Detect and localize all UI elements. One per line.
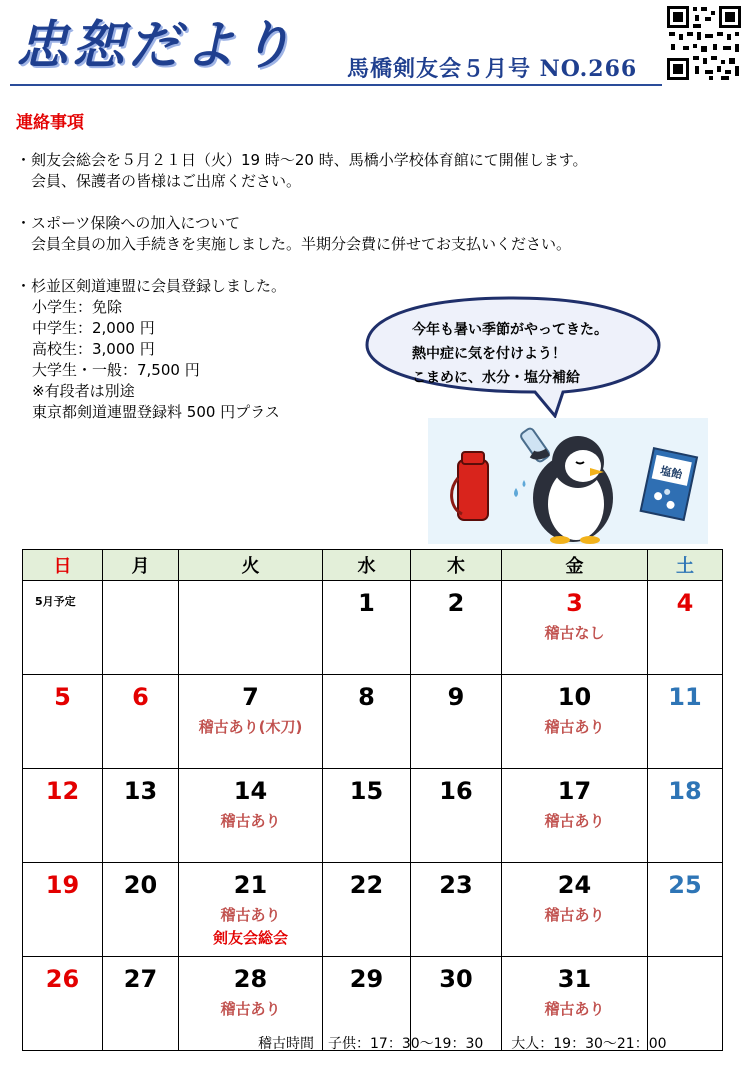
newsletter-title: 忠恕だより xyxy=(16,15,297,76)
calendar-day-cell xyxy=(23,957,103,1051)
day-number: 29 xyxy=(349,965,384,993)
day-number: 25 xyxy=(668,871,702,899)
calendar-day-cell xyxy=(648,863,723,957)
newsletter-header xyxy=(0,0,751,95)
weekday-friday: 金 xyxy=(502,550,648,581)
day-number: 5 xyxy=(54,683,71,711)
calendar-day-cell xyxy=(502,581,648,675)
weekday-tuesday: 火 xyxy=(179,550,323,581)
calendar-day-cell xyxy=(103,769,179,863)
day-number: 8 xyxy=(358,683,375,711)
calendar-day-cell xyxy=(411,769,502,863)
calendar-body xyxy=(23,581,723,1051)
day-number: 16 xyxy=(439,777,473,805)
fee-item: 大学生・一般：7,500 円 xyxy=(32,361,200,379)
day-number: 4 xyxy=(676,589,694,617)
calendar-day-cell xyxy=(411,581,502,675)
calendar-day-cell xyxy=(179,675,323,769)
day-number: 7 xyxy=(242,683,259,711)
day-number: 3 xyxy=(566,589,583,617)
practice-note: 稽古あり xyxy=(220,812,281,830)
day-number: 2 xyxy=(447,589,465,617)
day-number: 30 xyxy=(439,965,473,993)
practice-note: 稽古あり xyxy=(544,812,605,830)
section-title: 連絡事項 xyxy=(16,113,84,133)
practice-note: 稽古あり xyxy=(220,1000,281,1018)
day-number: 28 xyxy=(233,965,268,993)
weekday-thursday: 木 xyxy=(411,550,502,581)
calendar-day-cell xyxy=(103,675,179,769)
fee-item: ※有段者は別途 xyxy=(32,382,135,400)
day-number: 9 xyxy=(447,683,465,711)
month-plan-label: 5月予定 xyxy=(35,595,76,608)
day-number: 12 xyxy=(45,777,80,805)
calendar-week-row xyxy=(23,863,723,957)
practice-note: 稽古なし xyxy=(544,624,605,642)
calendar-day-cell xyxy=(648,581,723,675)
calendar-week-row xyxy=(23,675,723,769)
calendar-day-cell xyxy=(323,675,411,769)
notice-line: ・スポーツ保険への加入について xyxy=(16,214,241,232)
calendar-day-cell xyxy=(323,581,411,675)
day-number: 13 xyxy=(123,777,158,805)
fee-item: 高校生：3,000 円 xyxy=(32,340,155,358)
calendar-day-cell xyxy=(23,675,103,769)
day-number: 26 xyxy=(45,965,80,993)
calendar-day-cell xyxy=(502,675,648,769)
weekday-monday: 月 xyxy=(103,550,179,581)
bubble-line: 熱中症に気を付けよう！ xyxy=(412,346,566,362)
notice-sports-insurance xyxy=(16,213,716,255)
calendar-day-cell xyxy=(23,769,103,863)
calendar-day-cell xyxy=(411,675,502,769)
day-number: 27 xyxy=(123,965,158,993)
bubble-line: こまめに、水分・塩分補給 xyxy=(412,370,580,386)
weekday-saturday: 土 xyxy=(648,550,723,581)
day-number: 10 xyxy=(557,683,592,711)
day-number: 31 xyxy=(557,965,592,993)
day-number: 14 xyxy=(233,777,268,805)
weekday-sunday: 日 xyxy=(23,550,103,581)
fee-item: 東京都剣道連盟登録料 500 円プラス xyxy=(32,403,280,421)
day-number: 22 xyxy=(349,871,384,899)
calendar-day-cell xyxy=(103,581,179,675)
notice-line: 会員全員の加入手続きを実施しました。半期分会費に併せてお支払いください。 xyxy=(16,235,572,253)
calendar-week-row xyxy=(23,769,723,863)
calendar-day-cell xyxy=(179,581,323,675)
day-number: 23 xyxy=(439,871,473,899)
registration-lead: ・杉並区剣道連盟に会員登録しました。 xyxy=(16,277,287,295)
calendar-day-cell xyxy=(23,863,103,957)
calendar-day-cell xyxy=(648,769,723,863)
calendar-day-cell xyxy=(179,769,323,863)
day-number: 24 xyxy=(557,871,592,899)
calendar-header-row xyxy=(23,550,723,581)
day-number: 21 xyxy=(233,871,268,899)
may-calendar xyxy=(22,549,723,1051)
calendar-day-cell xyxy=(103,863,179,957)
day-number: 6 xyxy=(132,683,149,711)
weekday-wednesday: 水 xyxy=(323,550,411,581)
issue-label: 馬橋剣友会５月号 NO.266 xyxy=(347,56,638,82)
bubble-line: 今年も暑い季節がやってきた。 xyxy=(412,322,608,338)
notice-general-meeting xyxy=(16,150,716,192)
speech-bubble-text xyxy=(412,318,608,390)
day-number: 15 xyxy=(349,777,384,805)
qr-code-icon xyxy=(665,4,743,82)
event-label: 剣友会総会 xyxy=(212,929,288,947)
day-number: 17 xyxy=(557,777,592,805)
fee-item: 小学生：免除 xyxy=(32,298,123,316)
day-number: 1 xyxy=(358,589,375,617)
day-number: 18 xyxy=(668,777,702,805)
calendar-day-cell xyxy=(502,769,648,863)
calendar-day-cell xyxy=(411,863,502,957)
practice-hours: 稽古時間 子供：17：30～19：30 大人：19：30～21：00 xyxy=(258,1036,667,1052)
practice-note: 稽古あり xyxy=(544,906,605,924)
candy-label: 塩飴 xyxy=(659,464,684,482)
calendar-day-cell xyxy=(502,863,648,957)
fee-item: 中学生：2,000 円 xyxy=(32,319,155,337)
calendar-week-row xyxy=(23,581,723,675)
practice-note: 稽古あり xyxy=(544,1000,605,1018)
calendar-day-cell xyxy=(323,863,411,957)
practice-note: 稽古あり xyxy=(220,906,281,924)
practice-note: 稽古あり(木刀) xyxy=(198,718,303,736)
header-divider xyxy=(10,84,662,86)
calendar-day-cell xyxy=(323,769,411,863)
calendar-day-cell xyxy=(648,675,723,769)
penguin-drinking-icon xyxy=(428,418,708,544)
day-number: 20 xyxy=(123,871,158,899)
penguin-illustration xyxy=(428,418,708,544)
calendar-day-cell xyxy=(23,581,103,675)
practice-note: 稽古あり xyxy=(544,718,605,736)
day-number: 11 xyxy=(668,683,702,711)
notice-line: ・剣友会総会を５月２１日（火）19 時～20 時、馬橋小学校体育館にて開催します。 xyxy=(16,151,588,169)
day-number: 19 xyxy=(45,871,80,899)
calendar-day-cell xyxy=(179,863,323,957)
calendar-day-cell xyxy=(103,957,179,1051)
notice-line: 会員、保護者の皆様はご出席ください。 xyxy=(16,172,302,190)
